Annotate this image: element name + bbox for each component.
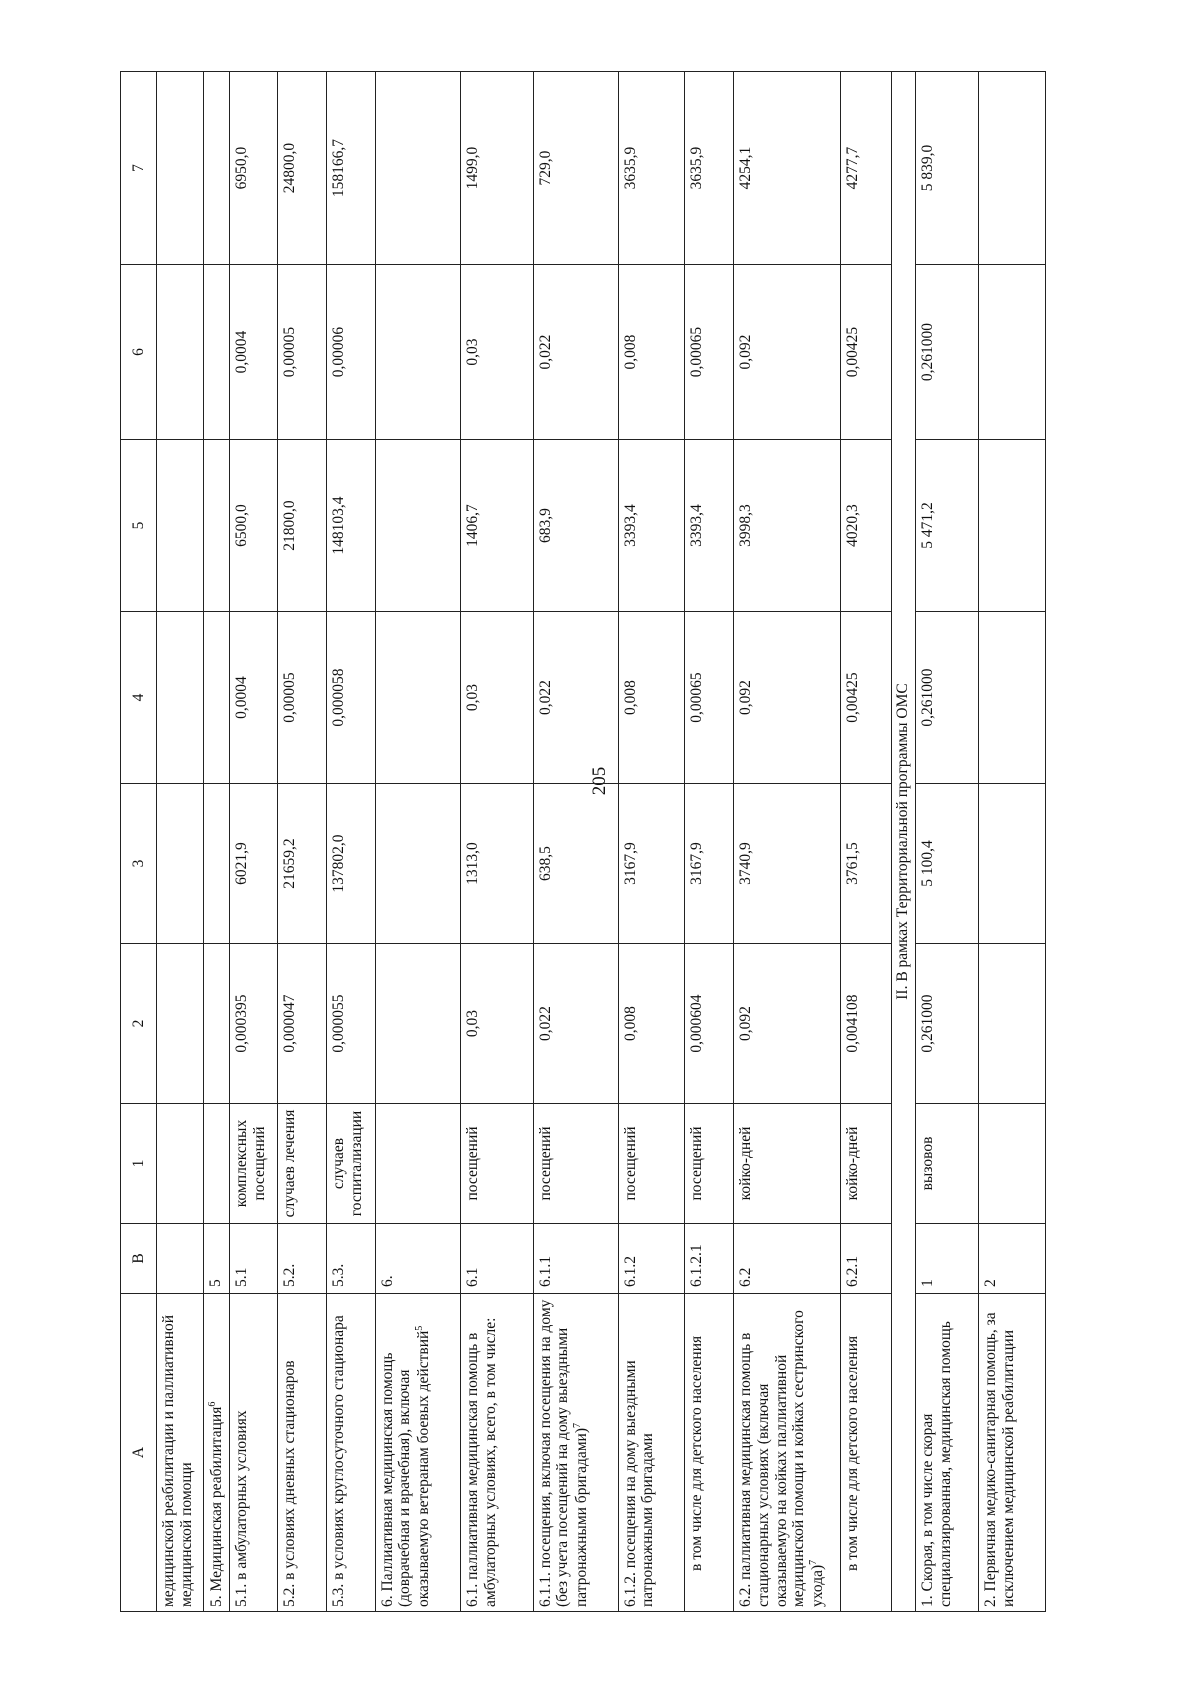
cell-c4: 0,00425 [841,612,892,784]
cell-c6 [979,265,1046,440]
cell-c3: 3761,5 [841,784,892,944]
table-row [229,72,278,1612]
cell-c2: 0,022 [533,944,618,1104]
cell-c2: 0,092 [734,944,841,1104]
cell-c5: 148103,4 [327,440,376,612]
col-header-2: 2 [121,944,157,1104]
cell-c7 [375,72,460,265]
row-code: 5.1 [229,1224,278,1294]
row-code [157,1224,204,1294]
cell-c4: 0,022 [533,612,618,784]
row-label: 1. Скорая, в том числе скорая специализированная, медицинская помощь [916,1294,979,1612]
row-code: 6.1.2 [618,1224,685,1294]
cell-c3 [979,784,1046,944]
table-row [916,72,979,1612]
col-header-3: 3 [121,784,157,944]
row-code: 1 [916,1224,979,1294]
cell-c7: 6950,0 [229,72,278,265]
cell-c2: 0,008 [618,944,685,1104]
cell-c5: 3393,4 [685,440,734,612]
cell-c7: 729,0 [533,72,618,265]
row-unit [979,1104,1046,1224]
cell-c4 [979,612,1046,784]
row-label: 6.1. паллиативная медицинская помощь в амбулаторных условиях, всего, в том числе: [460,1294,533,1612]
cell-c7 [979,72,1046,265]
cell-c6 [375,265,460,440]
cell-c4 [203,612,229,784]
cell-c6: 0,261000 [916,265,979,440]
cell-c7: 4277,7 [841,72,892,265]
row-code: 5 [203,1224,229,1294]
cell-c7: 3635,9 [685,72,734,265]
table-row [327,72,376,1612]
table-row [734,72,841,1612]
cell-c6: 0,00005 [278,265,327,440]
table-row [278,72,327,1612]
cell-c2: 0,000055 [327,944,376,1104]
cell-c2: 0,03 [460,944,533,1104]
cell-c3: 638,5 [533,784,618,944]
cell-c5: 3393,4 [618,440,685,612]
col-header-7: 7 [121,72,157,265]
row-code: 2 [979,1224,1046,1294]
cell-c6: 0,092 [734,265,841,440]
row-label: 6.1.1. посещения, включая посещения на дому (без учета посещений на дому выездными патронажными бригадами)$^7$ [533,1294,618,1612]
rotated-table-container [120,72,1046,1612]
data-table [120,71,1046,1612]
cell-c7: 1499,0 [460,72,533,265]
cell-c3 [157,784,204,944]
row-unit: вызовов [916,1104,979,1224]
cell-c5: 21800,0 [278,440,327,612]
cell-c3: 21659,2 [278,784,327,944]
row-label: 6.2. паллиативная медицинская помощь в стационарных условиях (включая оказываемую на койках паллиативной медицинской помощи и койках сестринского ухода)$^7$ [734,1294,841,1612]
footnote-ref: 5 [414,1325,426,1331]
col-header-a: А [121,1294,157,1612]
section-title: II. В рамках Территориальной программы ОМС [891,72,915,1612]
cell-c4 [157,612,204,784]
cell-c7: 5 839,0 [916,72,979,265]
cell-c2: 0,004108 [841,944,892,1104]
section-row [891,72,915,1612]
cell-c4: 0,03 [460,612,533,784]
cell-c7: 3635,9 [618,72,685,265]
table-row [375,72,460,1612]
cell-c4: 0,00005 [278,612,327,784]
row-label: 5.1. в амбулаторных условиях [229,1294,278,1612]
row-label: в том числе для детского населения [685,1294,734,1612]
table-row [460,72,533,1612]
row-unit: комплексных посещений [229,1104,278,1224]
col-header-5: 5 [121,440,157,612]
table-row [203,72,229,1612]
row-label: 5. Медицинская реабилитация$^6$ [203,1294,229,1612]
row-code: 6. [375,1224,460,1294]
cell-c5 [203,440,229,612]
cell-c4: 0,092 [734,612,841,784]
cell-c5: 1406,7 [460,440,533,612]
table-row [618,72,685,1612]
cell-c5 [157,440,204,612]
row-code: 5.3. [327,1224,376,1294]
cell-c3: 6021,9 [229,784,278,944]
row-label: медицинской реабилитации и паллиативной медицинской помощи [157,1294,204,1612]
cell-c5: 683,9 [533,440,618,612]
row-unit: койко-дней [734,1104,841,1224]
row-unit: посещений [618,1104,685,1224]
row-code: 6.1.1 [533,1224,618,1294]
table-row [685,72,734,1612]
cell-c2 [203,944,229,1104]
row-label: 6.1.2. посещения на дому выездными патронажными бригадами [618,1294,685,1612]
cell-c5 [375,440,460,612]
cell-c6: 0,00006 [327,265,376,440]
cell-c7 [203,72,229,265]
cell-c4: 0,0004 [229,612,278,784]
row-unit: посещений [685,1104,734,1224]
cell-c6: 0,03 [460,265,533,440]
col-header-4: 4 [121,612,157,784]
footnote-ref: 7 [808,1559,820,1565]
cell-c2: 0,261000 [916,944,979,1104]
cell-c4: 0,00065 [685,612,734,784]
cell-c3: 3740,9 [734,784,841,944]
cell-c7 [157,72,204,265]
cell-c4 [375,612,460,784]
table-row [979,72,1046,1612]
row-label: 5.3. в условиях круглосуточного стационара [327,1294,376,1612]
cell-c2: 0,000604 [685,944,734,1104]
cell-c2 [375,944,460,1104]
col-header-6: 6 [121,265,157,440]
row-code: 6.1.2.1 [685,1224,734,1294]
footnote-ref: 6 [206,1401,218,1407]
header-row [121,72,157,1612]
table-row [533,72,618,1612]
cell-c6: 0,0004 [229,265,278,440]
footnote-ref: 7 [572,1422,584,1428]
row-label: в том числе для детского населения [841,1294,892,1612]
cell-c5: 4020,3 [841,440,892,612]
row-label: 2. Первичная медико-санитарная помощь, за исключением медицинской реабилитации [979,1294,1046,1612]
row-unit: случаев лечения [278,1104,327,1224]
cell-c5: 5 471,2 [916,440,979,612]
row-code: 6.2 [734,1224,841,1294]
table-row [841,72,892,1612]
cell-c3: 5 100,4 [916,784,979,944]
cell-c3 [375,784,460,944]
row-unit: койко-дней [841,1104,892,1224]
col-header-b: В [121,1224,157,1294]
cell-c7: 24800,0 [278,72,327,265]
row-unit: посещений [533,1104,618,1224]
cell-c6 [203,265,229,440]
row-label: 6. Паллиативная медицинская помощь (доврачебная и врачебная), включая оказываемую ветеранам боевых действий$^5$ [375,1294,460,1612]
cell-c2 [979,944,1046,1104]
cell-c6 [157,265,204,440]
row-code: 6.2.1 [841,1224,892,1294]
cell-c3 [203,784,229,944]
row-code: 6.1 [460,1224,533,1294]
cell-c6: 0,00065 [685,265,734,440]
cell-c3: 137802,0 [327,784,376,944]
cell-c4: 0,000058 [327,612,376,784]
cell-c2: 0,000047 [278,944,327,1104]
cell-c4: 0,261000 [916,612,979,784]
page-number: 205 [589,766,610,796]
cell-c5: 6500,0 [229,440,278,612]
row-unit: посещений [460,1104,533,1224]
cell-c5: 3998,3 [734,440,841,612]
cell-c3: 3167,9 [685,784,734,944]
row-label: 5.2. в условиях дневных стационаров [278,1294,327,1612]
cell-c7: 4254,1 [734,72,841,265]
row-unit: случаев госпитализации [327,1104,376,1224]
cell-c4: 0,008 [618,612,685,784]
cell-c3: 3167,9 [618,784,685,944]
col-header-1: 1 [121,1104,157,1224]
cell-c6: 0,008 [618,265,685,440]
row-unit [203,1104,229,1224]
table-row [157,72,204,1612]
cell-c7: 158166,7 [327,72,376,265]
cell-c3: 1313,0 [460,784,533,944]
cell-c2: 0,000395 [229,944,278,1104]
cell-c5 [979,440,1046,612]
row-code: 5.2. [278,1224,327,1294]
cell-c6: 0,00425 [841,265,892,440]
cell-c2 [157,944,204,1104]
row-unit [375,1104,460,1224]
cell-c6: 0,022 [533,265,618,440]
row-unit [157,1104,204,1224]
